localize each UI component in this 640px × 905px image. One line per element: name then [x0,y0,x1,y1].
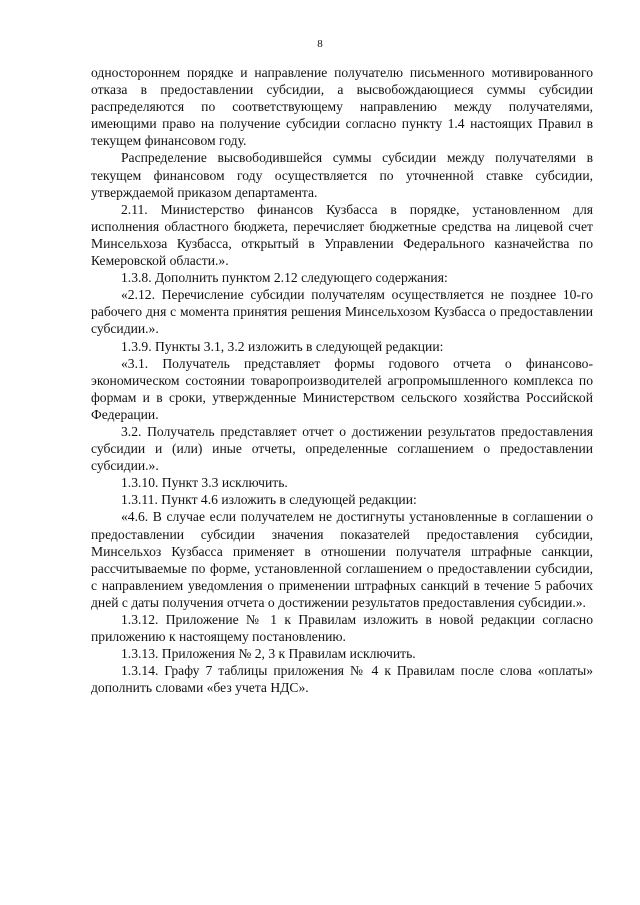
paragraph-1: одностороннем порядке и направление получателю письменного мотивированного отказа в предоставлении субсидии, а высвобождающиеся суммы субсидии распределяются по соответствующему направлению между получателями, имеющими право на получение субсидии согласно пункту 1.4 настоящих Правил в текущем финансовом году. [91,65,593,149]
paragraph-8: 3.2. Получатель представляет отчет о достижении результатов предоставления субсидии и (или) иные отчеты, определенные соглашением о предоставлении субсидии.». [91,423,593,474]
paragraph-7: «3.1. Получатель представляет формы годового отчета о финансово-экономическом состоянии товаропроизводителей агропромышленного комплекса по формам и в сроки, утвержденные Министерством сельского хозяйства Российской Федерации. [91,355,593,422]
paragraph-4: 1.3.8. Дополнить пунктом 2.12 следующего содержания: [121,270,448,286]
paragraph-6: 1.3.9. Пункты 3.1, 3.2 изложить в следующей редакции: [121,338,444,354]
paragraph-12: 1.3.12. Приложение № 1 к Правилам изложить в новой редакции согласно приложению к настоящему постановлению. [91,612,593,645]
paragraph-11: «4.6. В случае если получателем не достигнуты установленные в соглашении о предоставлении субсидии значения показателей предоставления субсидии, Минсельхоз Кузбасса применяет в отношении получателя штрафные санкции, рассчитываемые по форме, установленной соглашением о предоставлении субсидии, с направлением уведомления о применении штрафных санкций в течение 5 рабочих дней с даты получения отчета о достижении результатов предоставления субсидии.». [91,509,593,610]
paragraph-10: 1.3.11. Пункт 4.6 изложить в следующей редакции: [121,492,417,508]
paragraph-13: 1.3.13. Приложения № 2, 3 к Правилам исключить. [121,646,416,662]
paragraph-3: 2.11. Министерство финансов Кузбасса в порядке, установленном для исполнения областного бюджета, перечисляет бюджетные средства на лицевой счет Минсельхоза Кузбасса, открытый в Управлении Федерального казначейства по Кемеровской области.». [91,201,593,269]
page-number: 8 [317,38,323,50]
paragraph-14: 1.3.14. Графу 7 таблицы приложения № 4 к Правилам после слова «оплаты» дополнить словами «без учета НДС». [91,663,593,696]
document-body [91,64,593,696]
paragraph-5: «2.12. Перечисление субсидии получателям осуществляется не позднее 10-го рабочего дня с момента принятия решения Минсельхозом Кузбасса о предоставлении субсидии.». [91,287,593,337]
paragraph-2: Распределение высвободившейся суммы субсидии между получателями в текущем финансовом году осуществляется по уточненной ставке субсидии, утверждаемой приказом департамента. [91,150,593,200]
paragraph-9: 1.3.10. Пункт 3.3 исключить. [121,475,288,491]
